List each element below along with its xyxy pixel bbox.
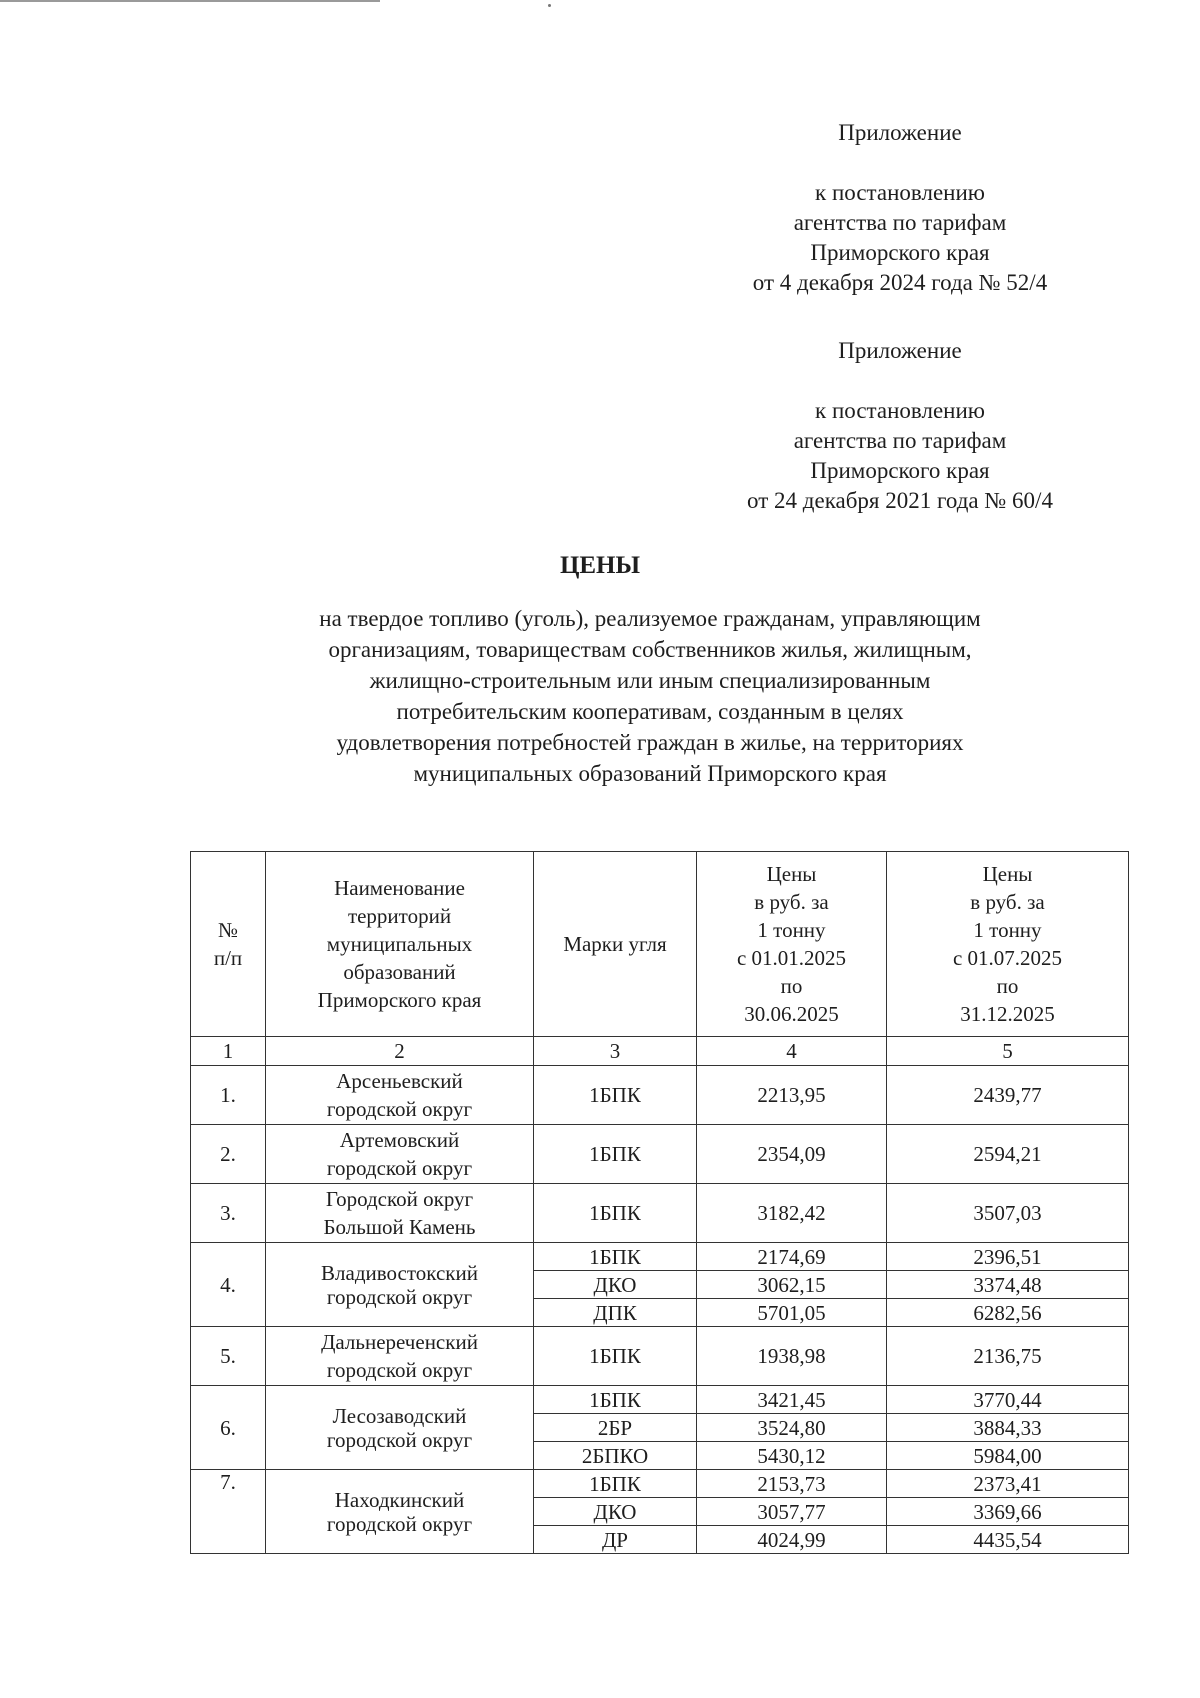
row-grade: 1БПК <box>534 1125 697 1184</box>
row-price-h2: 3369,66 <box>887 1498 1129 1526</box>
row-municipality <box>266 1327 534 1386</box>
row-price-h1: 3421,45 <box>697 1386 887 1414</box>
appendix-line: от 4 декабря 2024 года № 52/4 <box>752 270 1048 295</box>
column-number: 1 <box>191 1037 266 1066</box>
row-price-h2: 2396,51 <box>887 1243 1129 1271</box>
scan-dot <box>548 4 551 7</box>
header-price-h2 <box>887 852 1129 1037</box>
table-row <box>191 1184 1129 1243</box>
row-price-h2: 2373,41 <box>887 1470 1129 1498</box>
column-number: 3 <box>534 1037 697 1066</box>
subtitle-line: муниципальных образований Приморского края <box>413 761 887 786</box>
row-price-h2: 3770,44 <box>887 1386 1129 1414</box>
municipality-line: Большой Камень <box>323 1215 476 1239</box>
municipality-line: городской округ <box>326 1427 473 1452</box>
row-municipality <box>266 1125 534 1184</box>
row-grade: 1БПК <box>534 1243 697 1271</box>
header-price-line: Цены <box>766 862 817 886</box>
header-grade-line: Марки угля <box>563 932 667 956</box>
header-price-line: с 01.07.2025 <box>952 946 1063 970</box>
municipality-line: городской округ <box>326 1097 473 1121</box>
column-number: 2 <box>266 1037 534 1066</box>
row-price-h1: 2174,69 <box>697 1243 887 1271</box>
header-num-line: п/п <box>213 946 243 970</box>
table-row <box>191 1125 1129 1184</box>
row-price-h1: 2354,09 <box>697 1125 887 1184</box>
column-number: 5 <box>887 1037 1129 1066</box>
row-price-h1: 3524,80 <box>697 1414 887 1442</box>
municipality-line: Городской округ <box>325 1187 474 1211</box>
row-price-h1: 5430,12 <box>697 1442 887 1470</box>
appendix-line: Приморского края <box>810 458 990 483</box>
row-grade: 1БПК <box>534 1327 697 1386</box>
row-price-h2: 3374,48 <box>887 1271 1129 1299</box>
appendix-title: Приложение <box>838 338 962 363</box>
row-num: 6. <box>191 1386 266 1470</box>
row-municipality <box>266 1184 534 1243</box>
header-price-line: 31.12.2025 <box>960 1002 1055 1026</box>
appendix-line: агентства по тарифам <box>793 428 1007 453</box>
appendix-original <box>700 336 1100 516</box>
row-num: 7. <box>191 1470 266 1554</box>
municipality-line: Лесозаводский <box>332 1403 467 1428</box>
row-grade: 2БПКО <box>534 1442 697 1470</box>
row-price-h2: 3884,33 <box>887 1414 1129 1442</box>
document-subtitle <box>250 603 1050 789</box>
row-price-h2: 2594,21 <box>887 1125 1129 1184</box>
municipality-line: Владивостокский <box>321 1260 478 1285</box>
row-price-h2: 6282,56 <box>887 1299 1129 1327</box>
header-price-line: в руб. за <box>970 890 1045 914</box>
row-price-h2: 2439,77 <box>887 1066 1129 1125</box>
header-name-line: Приморского края <box>317 988 482 1012</box>
header-name-line: Наименование <box>334 876 465 900</box>
coal-prices-table <box>190 851 1129 1554</box>
row-price-h1: 3182,42 <box>697 1184 887 1243</box>
document-heading: ЦЕНЫ <box>559 552 641 579</box>
row-price-h1: 2153,73 <box>697 1470 887 1498</box>
row-price-h1: 1938,98 <box>697 1327 887 1386</box>
municipality-line: городской округ <box>326 1511 473 1536</box>
row-price-h1: 3062,15 <box>697 1271 887 1299</box>
subtitle-line: потребительским кооперативам, созданным в целях <box>396 699 904 724</box>
subtitle-line: организациям, товариществам собственников жилья, жилищным, <box>328 637 972 662</box>
header-price-line: 30.06.2025 <box>744 1002 839 1026</box>
header-name-line: образований <box>343 960 456 984</box>
row-price-h1: 5701,05 <box>697 1299 887 1327</box>
header-price-line: Цены <box>982 862 1033 886</box>
municipality-line: Артемовский <box>339 1128 460 1152</box>
row-grade: ДПК <box>534 1299 697 1327</box>
row-grade: 1БПК <box>534 1470 697 1498</box>
appendix-line: от 24 декабря 2021 года № 60/4 <box>747 488 1053 513</box>
municipality-line: Дальнереченский <box>321 1330 478 1354</box>
row-price-h1: 2213,95 <box>697 1066 887 1125</box>
row-num: 3. <box>191 1184 266 1243</box>
appendix-line: к постановлению <box>815 398 985 423</box>
table-header-row <box>191 852 1129 1037</box>
row-price-h1: 3057,77 <box>697 1498 887 1526</box>
row-price-h2: 3507,03 <box>887 1184 1129 1243</box>
row-grade: ДКО <box>534 1271 697 1299</box>
row-num: 1. <box>191 1066 266 1125</box>
header-price-line: в руб. за <box>754 890 829 914</box>
row-grade: 2БР <box>534 1414 697 1442</box>
header-num <box>191 852 266 1037</box>
header-num-line: № <box>217 918 239 942</box>
header-price-line: 1 тонну <box>973 918 1042 942</box>
municipality-line: Арсеньевский <box>336 1069 463 1093</box>
row-num: 5. <box>191 1327 266 1386</box>
row-price-h2: 5984,00 <box>887 1442 1129 1470</box>
row-grade: ДКО <box>534 1498 697 1526</box>
appendix-line: агентства по тарифам <box>793 210 1007 235</box>
subtitle-line: удовлетворения потребностей граждан в жилье, на территориях <box>336 730 964 755</box>
header-price-line: с 01.01.2025 <box>736 946 847 970</box>
scan-edge-mark <box>0 0 380 2</box>
row-grade: 1БПК <box>534 1184 697 1243</box>
row-price-h2: 4435,54 <box>887 1526 1129 1554</box>
municipality-line: городской округ <box>326 1284 473 1309</box>
row-num: 2. <box>191 1125 266 1184</box>
subtitle-line: на твердое топливо (уголь), реализуемое гражданам, управляющим <box>319 606 981 631</box>
row-municipality <box>266 1470 534 1554</box>
table-row <box>191 1470 1129 1498</box>
table-row <box>191 1327 1129 1386</box>
row-grade: ДР <box>534 1526 697 1554</box>
header-grade <box>534 852 697 1037</box>
row-municipality <box>266 1243 534 1327</box>
municipality-line: городской округ <box>326 1156 473 1180</box>
header-price-line: по <box>780 974 803 998</box>
appendix-current <box>700 118 1100 298</box>
table-row <box>191 1066 1129 1125</box>
municipality-line: Находкинский <box>334 1487 465 1512</box>
table-row <box>191 1243 1129 1271</box>
row-price-h2: 2136,75 <box>887 1327 1129 1386</box>
header-name-line: территорий <box>347 904 452 928</box>
row-municipality <box>266 1066 534 1125</box>
header-price-h1 <box>697 852 887 1037</box>
header-price-line: по <box>996 974 1019 998</box>
subtitle-line: жилищно-строительным или иным специализированным <box>369 668 931 693</box>
row-price-h1: 4024,99 <box>697 1526 887 1554</box>
header-name-line: муниципальных <box>326 932 473 956</box>
appendix-line: к постановлению <box>815 180 985 205</box>
header-price-line: 1 тонну <box>757 918 826 942</box>
row-municipality <box>266 1386 534 1470</box>
row-grade: 1БПК <box>534 1386 697 1414</box>
appendix-title: Приложение <box>838 120 962 145</box>
row-grade: 1БПК <box>534 1066 697 1125</box>
column-number: 4 <box>697 1037 887 1066</box>
municipality-line: городской округ <box>326 1358 473 1382</box>
row-num: 4. <box>191 1243 266 1327</box>
column-number-row <box>191 1037 1129 1066</box>
table-row <box>191 1386 1129 1414</box>
appendix-line: Приморского края <box>810 240 990 265</box>
header-name <box>266 852 534 1037</box>
